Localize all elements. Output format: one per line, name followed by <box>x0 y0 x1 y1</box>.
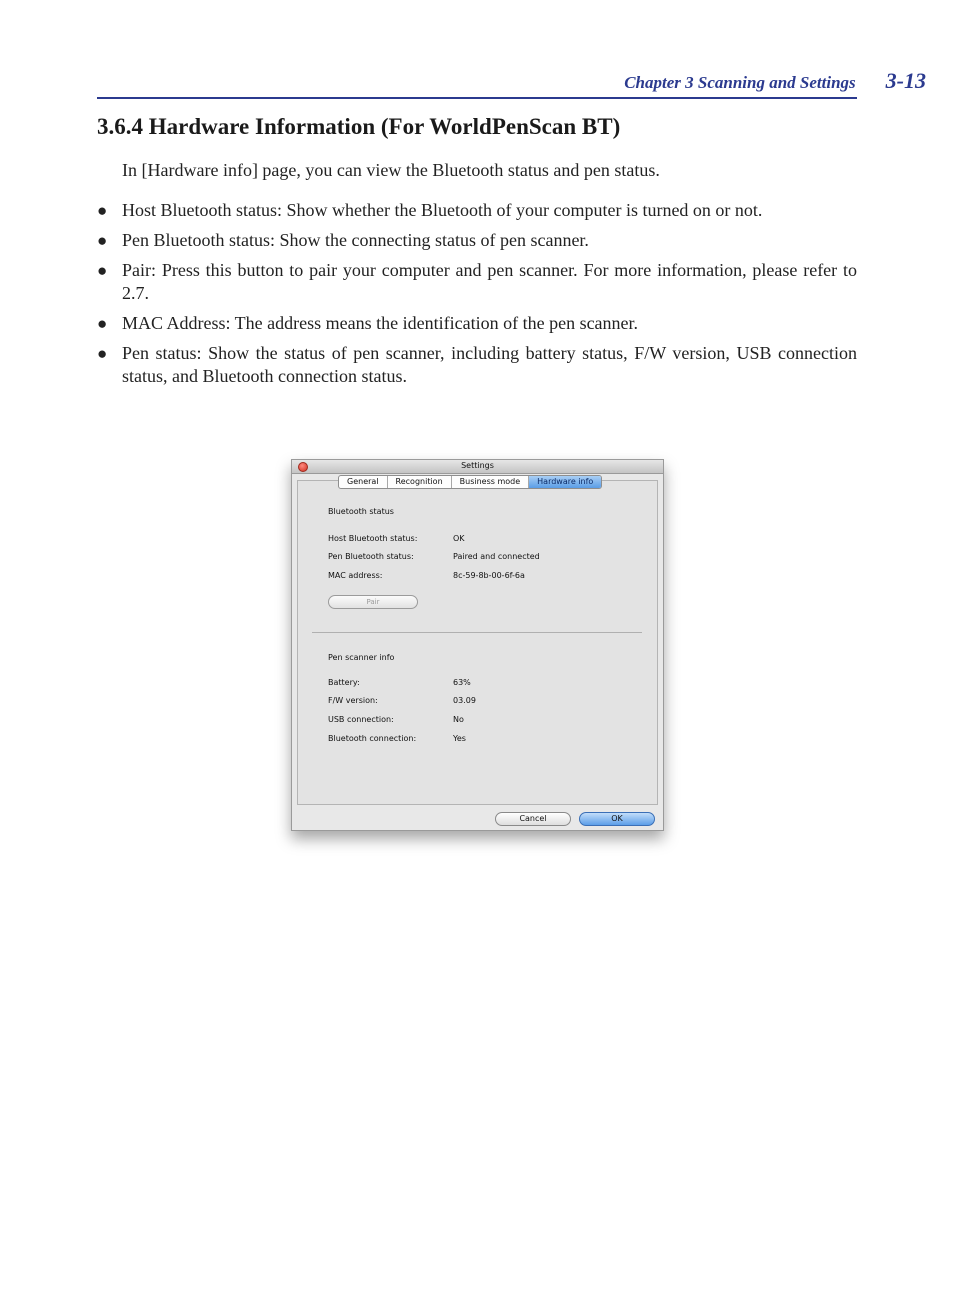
header-rule <box>97 97 857 99</box>
list-item-text: Host Bluetooth status: Show whether the Bluetooth of your computer is turned on or not. <box>122 200 763 220</box>
intro-paragraph: In [Hardware info] page, you can view the Bluetooth status and pen status. <box>122 160 660 180</box>
row-label: MAC address: <box>328 571 383 580</box>
list-item <box>97 312 857 335</box>
row-label: Pen Bluetooth status: <box>328 552 414 561</box>
dialog-title: Settings <box>461 461 494 470</box>
cancel-button[interactable]: Cancel <box>495 812 571 826</box>
tab-recognition[interactable]: Recognition <box>388 476 452 488</box>
running-header <box>66 68 926 94</box>
pair-button[interactable]: Pair <box>328 595 418 609</box>
pen-group-title: Pen scanner info <box>328 653 395 662</box>
row-value: No <box>453 715 464 724</box>
row-value: 63% <box>453 678 471 687</box>
row-label: Host Bluetooth status: <box>328 534 418 543</box>
page-number: 3-13 <box>885 68 926 93</box>
list-item-text: Pair: Press this button to pair your computer and pen scanner. For more information, please refer to 2.7. <box>122 260 857 303</box>
section-title: 3.6.4 Hardware Information (For WorldPenScan BT) <box>97 114 621 139</box>
list-item <box>97 259 857 305</box>
row-label: F/W version: <box>328 696 378 705</box>
list-item-text: MAC Address: The address means the identification of the pen scanner. <box>122 313 639 333</box>
row-value: 03.09 <box>453 696 476 705</box>
list-item <box>97 342 857 388</box>
bullet-list <box>97 199 857 395</box>
tab-business-mode[interactable]: Business mode <box>452 476 530 488</box>
section-divider <box>312 632 642 633</box>
ok-button[interactable]: OK <box>579 812 655 826</box>
row-label: Battery: <box>328 678 360 687</box>
row-value: Yes <box>453 734 466 743</box>
list-item <box>97 199 857 222</box>
chapter-title: Chapter 3 Scanning and Settings <box>624 73 856 92</box>
row-value: OK <box>453 534 465 543</box>
bluetooth-group-title: Bluetooth status <box>328 507 394 516</box>
row-label: USB connection: <box>328 715 394 724</box>
bullet-icon: ● <box>97 344 108 363</box>
row-value: Paired and connected <box>453 552 540 561</box>
bullet-icon: ● <box>97 261 108 280</box>
tab-hardware-info[interactable]: Hardware info <box>529 476 601 488</box>
list-item-text: Pen Bluetooth status: Show the connecting status of pen scanner. <box>122 230 589 250</box>
dialog-titlebar <box>292 460 663 474</box>
bullet-icon: ● <box>97 201 108 220</box>
row-label: Bluetooth connection: <box>328 734 417 743</box>
bullet-icon: ● <box>97 314 108 333</box>
list-item <box>97 229 857 252</box>
bullet-icon: ● <box>97 231 108 250</box>
tab-general[interactable]: General <box>339 476 388 488</box>
settings-dialog <box>291 459 664 831</box>
row-value: 8c-59-8b-00-6f-6a <box>453 571 525 580</box>
list-item-text: Pen status: Show the status of pen scanner, including battery status, F/W version, USB connection status, and Bluetooth connection status. <box>122 343 857 386</box>
settings-tabs <box>338 475 602 489</box>
hardware-info-panel <box>297 480 658 805</box>
